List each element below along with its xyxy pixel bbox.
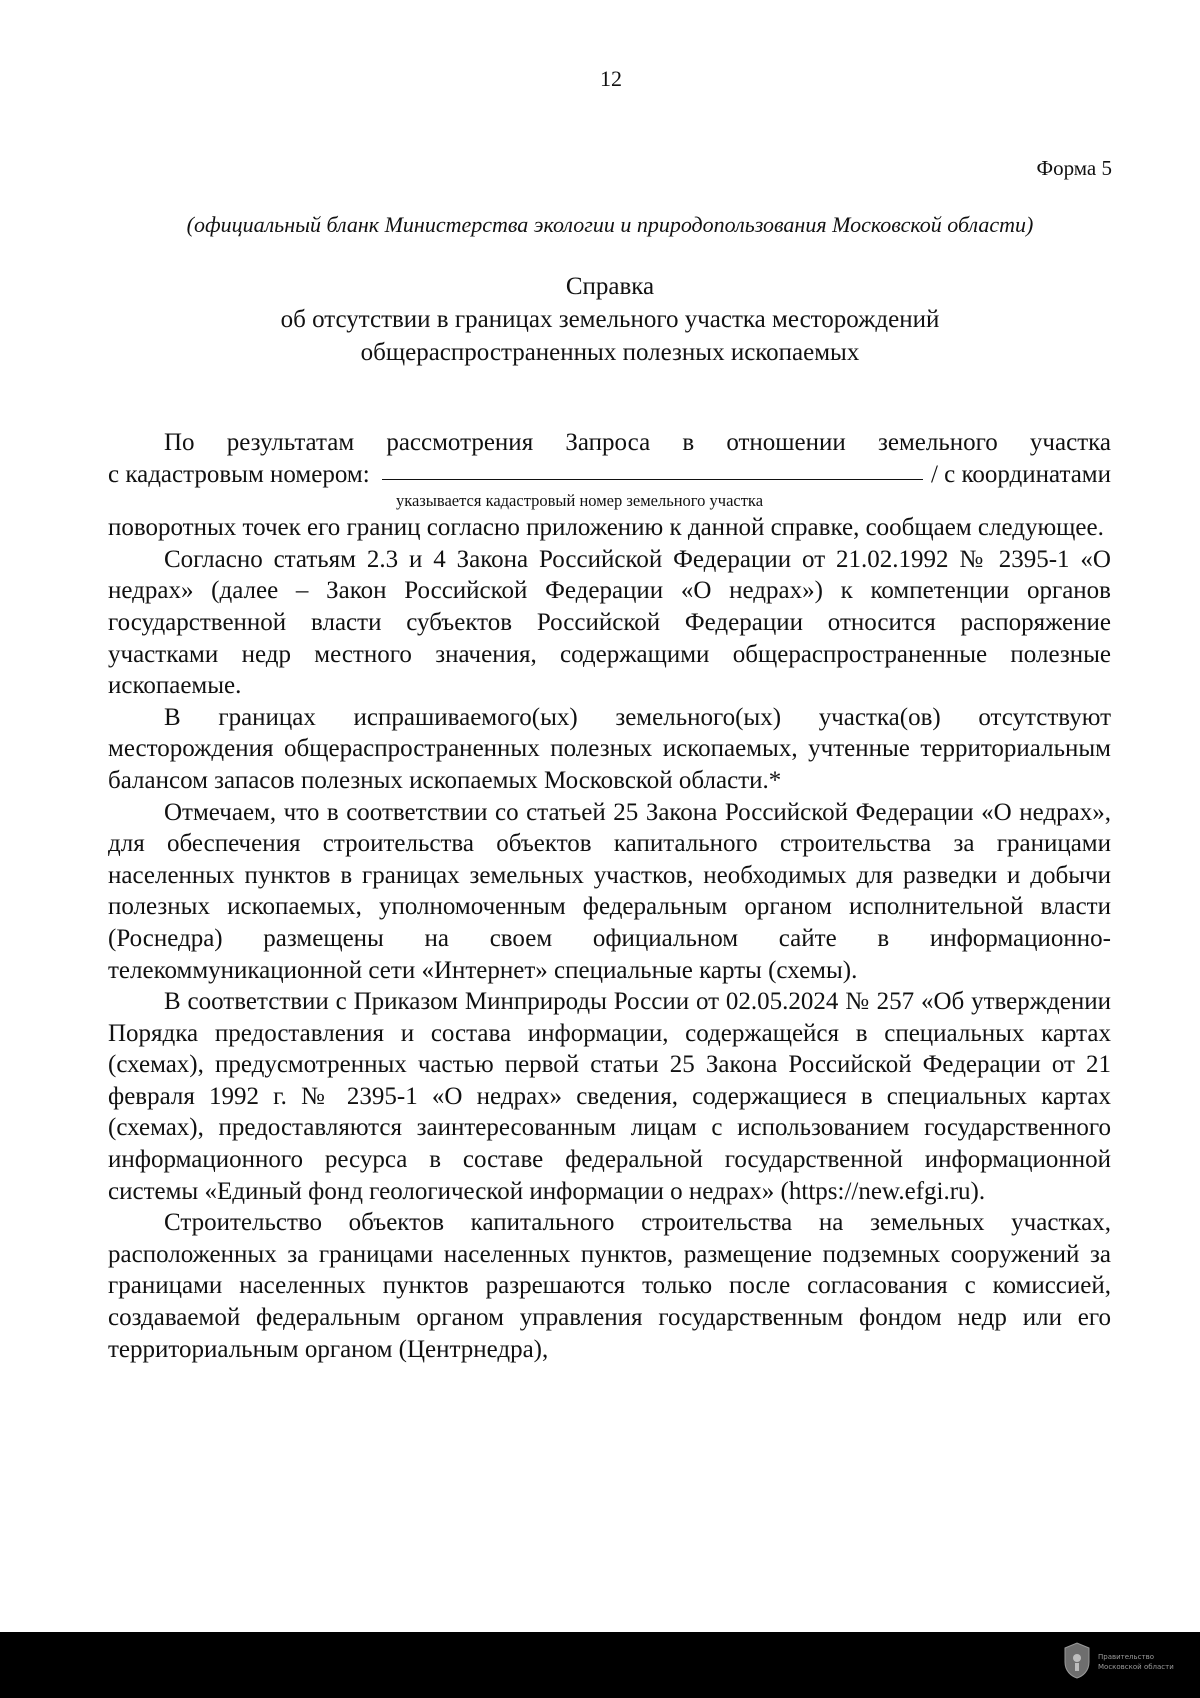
title-line-3: общераспространенных полезных ископаемых [360, 339, 860, 366]
paragraph-1-line-1 [108, 427, 1111, 459]
paragraph-5: В соответствии с Приказом Минприроды России от 02.05.2024 № 257 «Об утверждении Порядка предоставления и состава информации, содержащейся в специальных картах (схемах), предусмотренных частью первой статьи 25 Закона Российской Федерации от 21 февраля 1992 г. № 2395-1 «О недрах» сведения, содержащиеся в специальных картах (схемах), предоставляются заинтересованным лицам с использованием государственного информационного ресурса в составе федеральной государственной информационной системы «Единый фонд геологической информации о недрах» (https://new.efgi.ru). [108, 988, 1111, 1205]
cadastral-field-caption: указывается кадастровый номер земельного участка [395, 491, 764, 511]
official-blank-note: (официальный бланк Министерства экологии и природопользования Московской области) [186, 212, 1034, 237]
cadastral-label: с кадастровым номером: [108, 460, 370, 488]
moscow-oblast-emblem-icon [1062, 1640, 1092, 1680]
cadastral-row [108, 459, 1111, 491]
title-line-2: об отсутствии в границах земельного участка месторождений [280, 306, 940, 333]
footer-bar [0, 1632, 1200, 1698]
cadastral-number-field[interactable] [382, 459, 923, 480]
paragraph-1-rest: поворотных точек его границ согласно приложению к данной справке, сообщаем следующее. [108, 514, 1104, 542]
paragraph-4: Отмечаем, что в соответствии со статьей 25 Закона Российской Федерации «О недрах», для обеспечения строительства объектов капитального строительства за границами населенных пунктов в границах земельных участков, необходимых для разведки и добычи полезных ископаемых, уполномоченным федеральным органом исполнительной власти (Роснедра) размещены на своем официальном сайте в информационно-телекоммуникационной сети «Интернет» специальные карты (схемы). [108, 798, 1111, 984]
page-number: 12 [600, 66, 622, 91]
footer-caption-line-1: Правительство [1098, 1653, 1154, 1661]
footer-caption-line-2: Московской области [1098, 1663, 1174, 1671]
paragraph-6: Строительство объектов капитального строительства на земельных участках, расположенных за границами населенных пунктов, размещение подземных сооружений за границами населенных пунктов разрешаются только после согласования с комиссией, создаваемой федеральным органом управления государственным фондом недр или его территориальным органом (Центрнедра), [108, 1209, 1111, 1363]
title-line-1: Справка [565, 273, 655, 300]
document-body [108, 427, 1111, 1365]
paragraph-3: В границах испрашиваемого(ых) земельного(ых) участка(ов) отсутствуют месторождения общераспространенных полезных ископаемых, учтенные территориальным балансом запасов полезных ископаемых Московской области.* [108, 703, 1111, 794]
form-label: Форма 5 [1036, 156, 1112, 180]
footer-caption [1098, 1652, 1198, 1672]
paragraph-2: Согласно статьям 2.3 и 4 Закона Российской Федерации от 21.02.1992 № 2395-1 «О недрах» (далее – Закон Российской Федерации «О недрах») к компетенции органов государственной власти субъектов Российской Федерации относится распоряжение участками недр местного значения, содержащими общераспространенные полезные ископаемые. [108, 545, 1111, 700]
coordinates-label: / с координатами [930, 460, 1111, 488]
paragraph-1-start: По результатам рассмотрения Запроса в отношении земельного участка [164, 429, 1111, 456]
document-title [0, 270, 1200, 369]
